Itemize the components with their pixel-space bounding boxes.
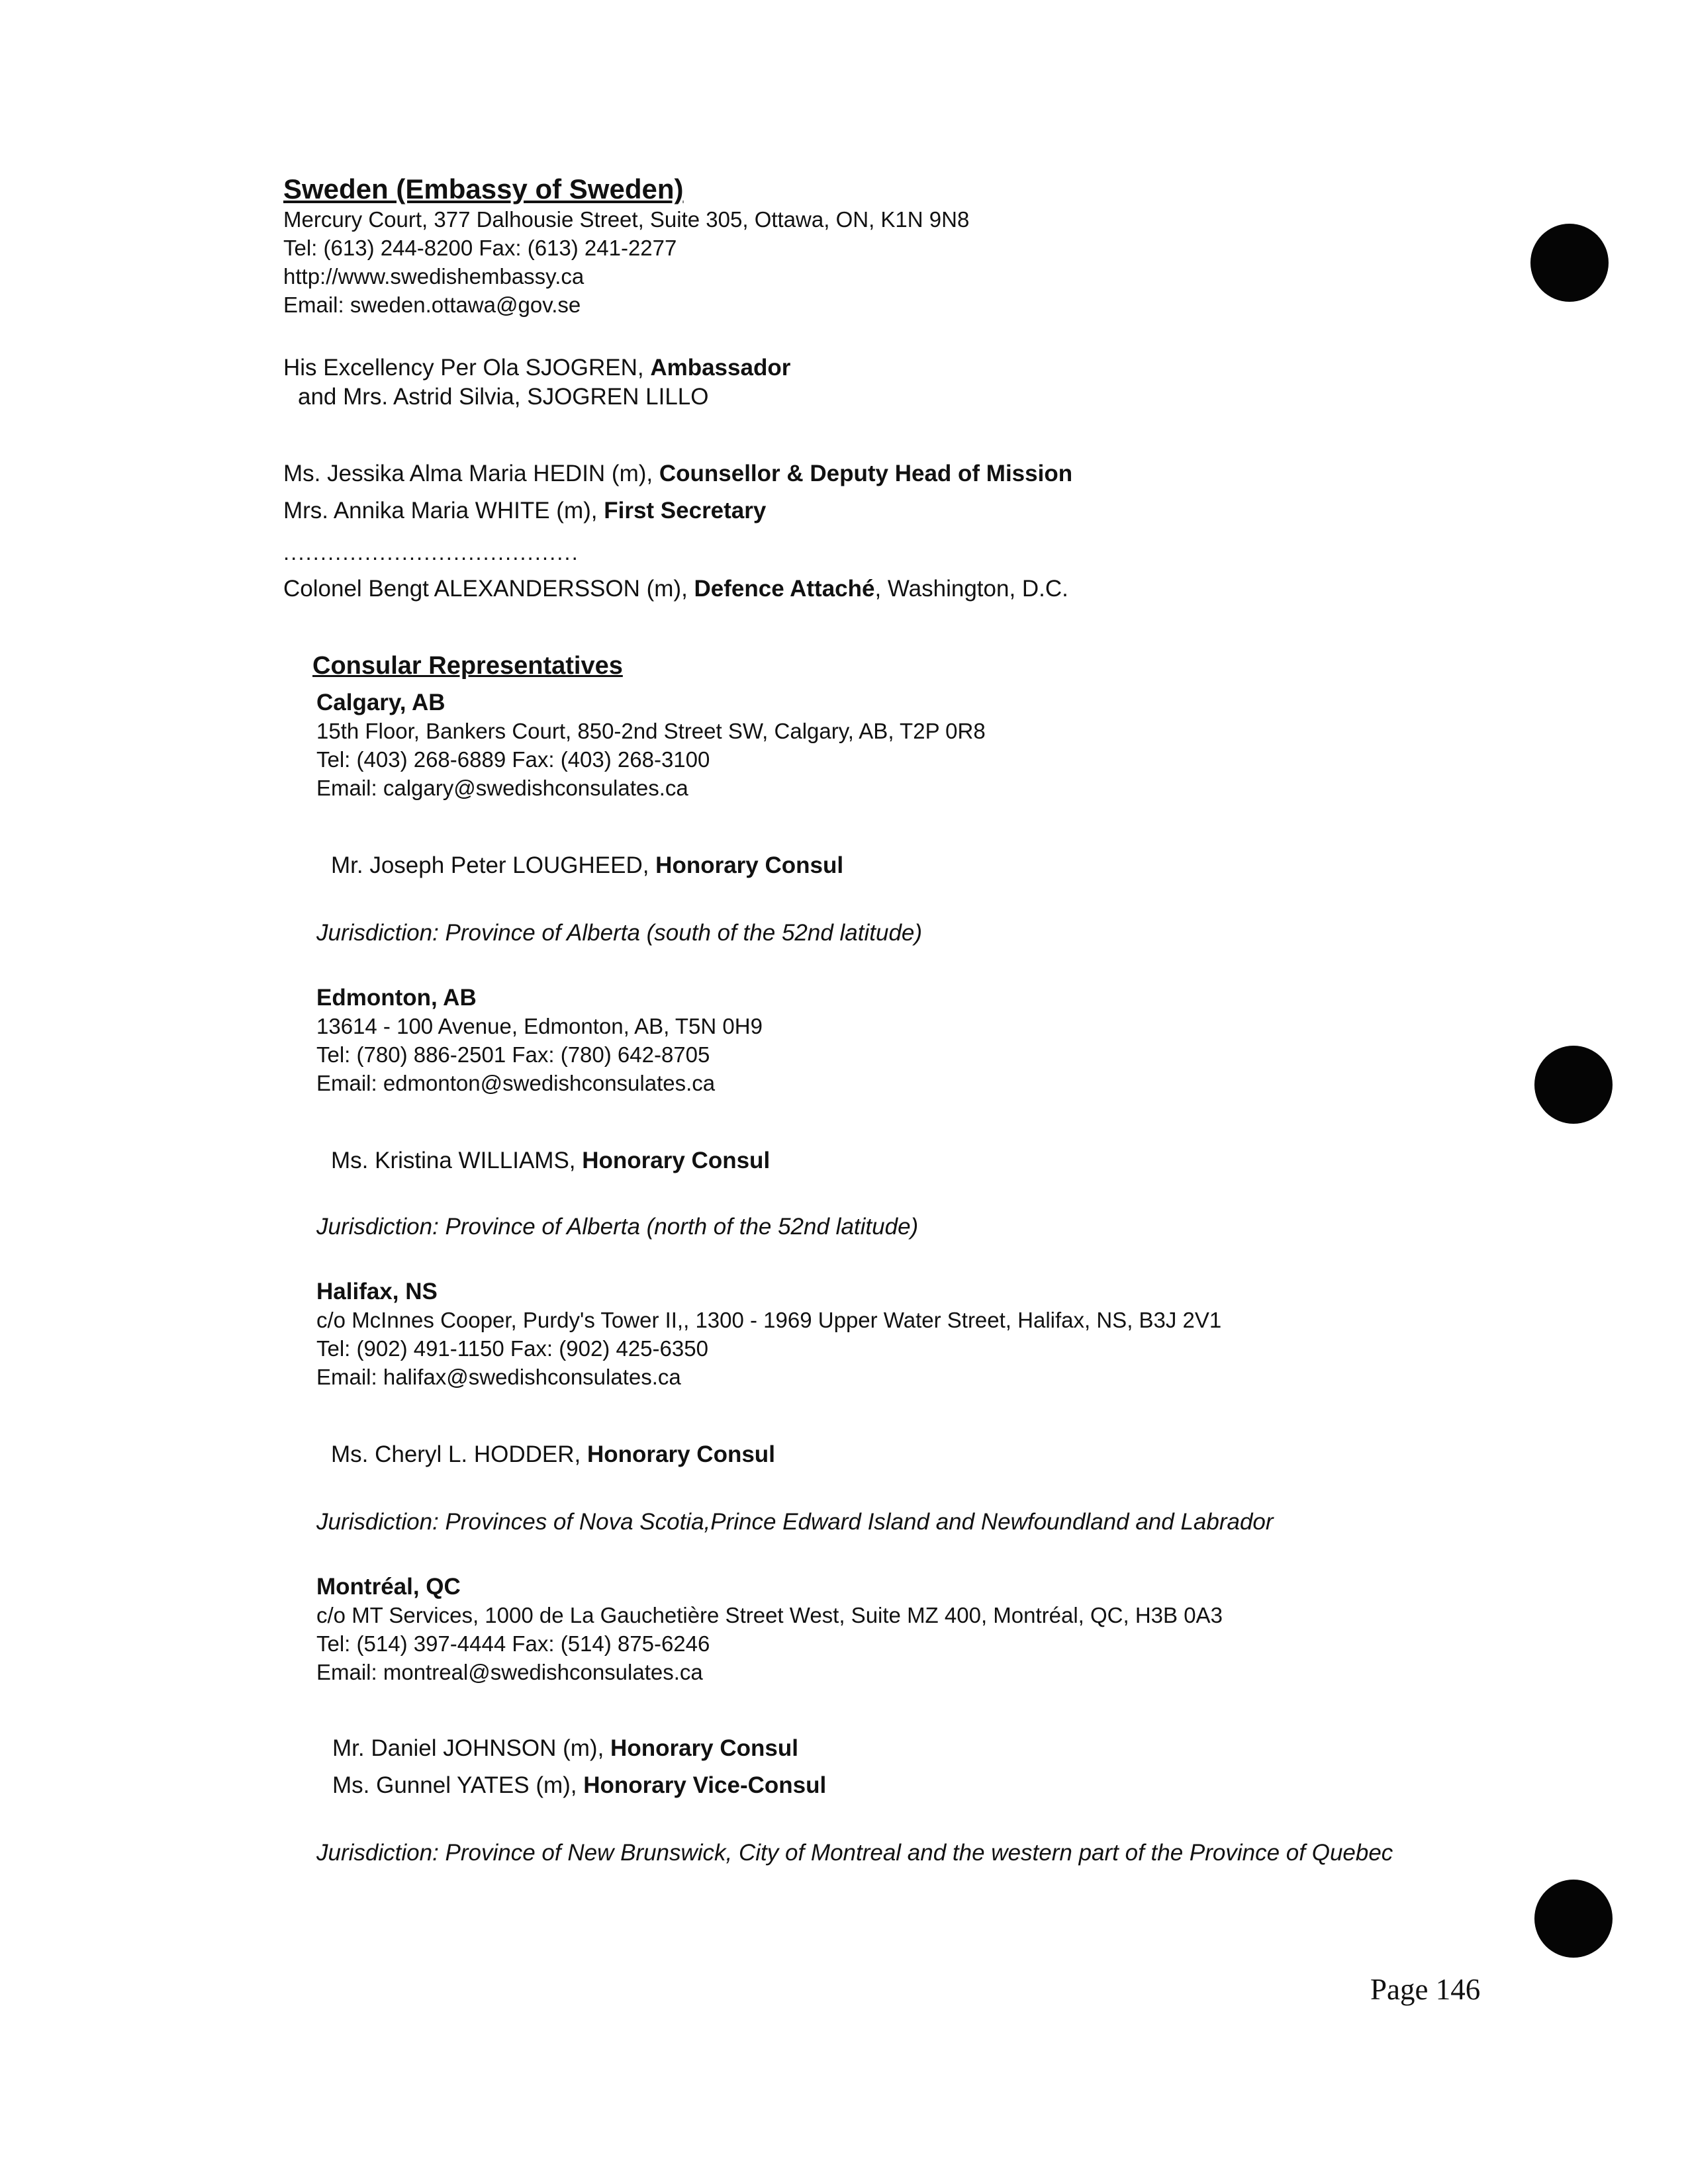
ambassador-name: His Excellency Per Ola SJOGREN, xyxy=(283,355,651,381)
office-montreal xyxy=(316,1572,1223,1686)
staff-name: Mrs. Annika Maria WHITE (m), xyxy=(283,498,604,523)
office-email[interactable]: Email: montreal@swedishconsulates.ca xyxy=(316,1660,703,1684)
staff-list xyxy=(283,455,1072,529)
office-city: Edmonton, AB xyxy=(316,985,477,1011)
attache-entry xyxy=(283,570,1068,608)
office-address: 13614 - 100 Avenue, Edmonton, AB, T5N 0H9 xyxy=(316,1014,763,1038)
office-email[interactable]: Email: calgary@swedishconsulates.ca xyxy=(316,776,688,800)
punch-hole xyxy=(1534,1880,1613,1958)
ambassador-block xyxy=(283,353,790,412)
consul-name: Mr. Joseph Peter LOUGHEED, xyxy=(331,852,656,878)
office-calgary xyxy=(316,688,986,802)
staff-role: Counsellor & Deputy Head of Mission xyxy=(659,461,1073,486)
office-email[interactable]: Email: edmonton@swedishconsulates.ca xyxy=(316,1071,716,1095)
jurisdiction-text: Jurisdiction: Province of New Brunswick, City of Montreal and the western part of the Province of Quebec xyxy=(316,1840,1393,1866)
office-tel-fax: Tel: (403) 268-6889 Fax: (403) 268-3100 xyxy=(316,747,710,772)
jurisdiction-text: Jurisdiction: Province of Alberta (south of the 52nd latitude) xyxy=(316,920,923,946)
jurisdiction-text: Jurisdiction: Provinces of Nova Scotia,Prince Edward Island and Newfoundland and Labrador xyxy=(316,1509,1274,1535)
office-tel-fax: Tel: (514) 397-4444 Fax: (514) 875-6246 xyxy=(316,1631,710,1656)
consul-entry xyxy=(332,1730,826,1767)
office-edmonton xyxy=(316,983,763,1097)
embassy-tel-fax: Tel: (613) 244-8200 Fax: (613) 241-2277 xyxy=(283,236,677,260)
attache-role: Defence Attaché xyxy=(694,576,875,602)
office-tel-fax: Tel: (780) 886-2501 Fax: (780) 642-8705 xyxy=(316,1042,710,1067)
punch-hole xyxy=(1530,224,1609,302)
punch-hole xyxy=(1534,1046,1613,1124)
embassy-address: Mercury Court, 377 Dalhousie Street, Suite 305, Ottawa, ON, K1N 9N8 xyxy=(283,207,970,232)
office-tel-fax: Tel: (902) 491-1150 Fax: (902) 425-6350 xyxy=(316,1336,708,1361)
office-city: Montréal, QC xyxy=(316,1574,461,1600)
embassy-block xyxy=(283,173,969,319)
embassy-title: Sweden (Embassy of Sweden) xyxy=(283,173,684,205)
consul-role: Honorary Consul xyxy=(655,852,844,878)
jurisdiction-text: Jurisdiction: Province of Alberta (north of the 52nd latitude) xyxy=(316,1214,919,1240)
consul-role: Honorary Consul xyxy=(582,1148,771,1173)
office-email[interactable]: Email: halifax@swedishconsulates.ca xyxy=(316,1365,681,1389)
staff-role: First Secretary xyxy=(604,498,767,523)
consular-title: Consular Representatives xyxy=(312,652,623,680)
staff-entry xyxy=(283,492,1072,529)
office-address: 15th Floor, Bankers Court, 850-2nd Street SW, Calgary, AB, T2P 0R8 xyxy=(316,719,986,743)
consul-entry xyxy=(331,847,843,884)
consul-role: Honorary Vice-Consul xyxy=(583,1772,827,1798)
consul-entry xyxy=(332,1767,826,1804)
staff-name: Ms. Jessika Alma Maria HEDIN (m), xyxy=(283,461,659,486)
office-city: Halifax, NS xyxy=(316,1279,438,1304)
attache-location: , Washington, D.C. xyxy=(874,576,1068,602)
staff-entry xyxy=(283,455,1072,492)
consul-name: Mr. Daniel JOHNSON (m), xyxy=(332,1735,611,1761)
ambassador-entry xyxy=(283,353,790,383)
consul-list xyxy=(332,1730,826,1804)
ambassador-spouse: and Mrs. Astrid Silvia, SJOGREN LILLO xyxy=(298,384,709,410)
consul-name: Ms. Cheryl L. HODDER, xyxy=(331,1441,587,1467)
consul-entry xyxy=(331,1436,775,1473)
page-number: Page 146 xyxy=(1370,1973,1481,2006)
consul-entry xyxy=(331,1142,770,1179)
office-city: Calgary, AB xyxy=(316,690,445,715)
embassy-email[interactable]: Email: sweden.ottawa@gov.se xyxy=(283,293,581,317)
embassy-website[interactable]: http://www.swedishembassy.ca xyxy=(283,264,585,289)
ambassador-role: Ambassador xyxy=(650,355,791,381)
office-halifax xyxy=(316,1277,1221,1391)
attache-name: Colonel Bengt ALEXANDERSSON (m), xyxy=(283,576,694,602)
consul-name: Ms. Gunnel YATES (m), xyxy=(332,1772,584,1798)
consul-name: Ms. Kristina WILLIAMS, xyxy=(331,1148,583,1173)
office-address: c/o McInnes Cooper, Purdy's Tower II,, 1300 - 1969 Upper Water Street, Halifax, NS, B3J 2V1 xyxy=(316,1308,1222,1332)
office-address: c/o MT Services, 1000 de La Gauchetière Street West, Suite MZ 400, Montréal, QC, H3B 0A3 xyxy=(316,1603,1223,1627)
separator-dots: ........................................ xyxy=(283,540,579,565)
consul-role: Honorary Consul xyxy=(610,1735,798,1761)
consul-role: Honorary Consul xyxy=(587,1441,775,1467)
